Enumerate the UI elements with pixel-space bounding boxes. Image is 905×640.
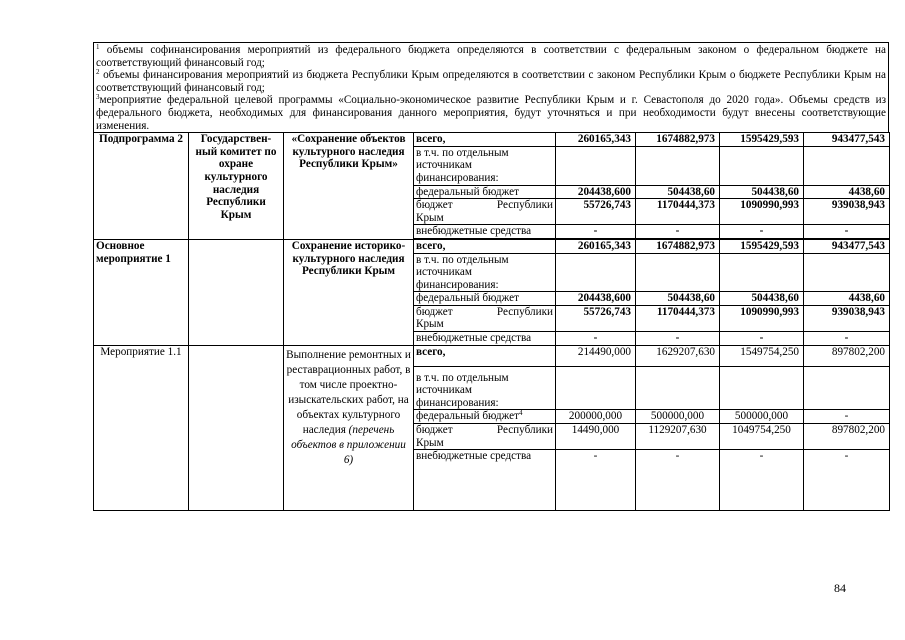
document-page	[93, 42, 889, 511]
value-cell: 504438,60	[636, 185, 720, 199]
table-row	[94, 345, 890, 366]
table-row	[94, 239, 890, 253]
table-row	[94, 133, 890, 147]
value-cell: 1674882,973	[636, 239, 720, 253]
page-number: 84	[834, 581, 846, 595]
value-cell: 260165,343	[556, 133, 636, 147]
value-cell: 500000,000	[720, 410, 804, 424]
source-label: в т.ч. по отдельным источникам финансирования:	[414, 366, 556, 410]
responsible-body	[189, 345, 284, 511]
value-cell: 55726,743	[556, 199, 636, 225]
value-cell: 1049754,250	[720, 424, 804, 450]
value-cell: -	[804, 332, 890, 346]
value-cell: -	[636, 225, 720, 239]
row-label: Основное мероприятие 1	[94, 239, 189, 345]
value-cell: 1595429,593	[720, 133, 804, 147]
footnotes	[93, 42, 889, 132]
source-label: внебюджетные средства	[414, 225, 556, 239]
footnote-2: $^2$ объемы финансирования мероприятий из бюджета Республики Крым определяются в соответствии с законом Республики Крым о бюджете Республики Крым на соответствующий финансовый год;	[96, 68, 887, 94]
source-label: всего,	[414, 239, 556, 253]
value-cell: -	[804, 410, 890, 424]
value-cell: 1629207,630	[636, 345, 720, 366]
value-cell: 897802,200	[804, 424, 890, 450]
value-cell: 260165,343	[556, 239, 636, 253]
value-cell: 55726,743	[556, 305, 636, 331]
value-cell: -	[804, 450, 890, 511]
value-cell: 1549754,250	[720, 345, 804, 366]
source-label: бюджет Республики Крым	[414, 199, 556, 225]
responsible-body	[189, 239, 284, 345]
value-cell: 200000,000	[556, 410, 636, 424]
value-cell: 1170444,373	[636, 305, 720, 331]
value-cell: -	[720, 225, 804, 239]
program-title: «Сохранение объектов культурного наследия Республики Крым»	[284, 133, 414, 240]
value-cell: 1090990,993	[720, 305, 804, 331]
value-cell: 504438,60	[720, 292, 804, 306]
value-cell: 4438,60	[804, 185, 890, 199]
footnote-1: $^1$ объемы софинансирования мероприятий из федерального бюджета определяются в соответствии с федеральным законом о федеральном бюджете на соответствующий финансовый год;	[96, 43, 887, 69]
source-label: в т.ч. по отдельным источникам финансирования:	[414, 146, 556, 185]
program-title: Выполнение ремонтных и реставрационных работ, в том числе проектно-изыскательских работ, на объектах культурного наследия (перечень объектов в приложении 6)	[284, 345, 414, 511]
source-label: бюджет Республики Крым	[414, 305, 556, 331]
value-cell: -	[720, 450, 804, 511]
source-label: внебюджетные средства	[414, 450, 556, 511]
value-cell: -	[636, 450, 720, 511]
value-cell: 504438,60	[636, 292, 720, 306]
value-cell: 504438,60	[720, 185, 804, 199]
source-label: бюджет Республики Крым	[414, 424, 556, 450]
value-cell: 897802,200	[804, 345, 890, 366]
source-label: федеральный бюджет$^4$	[414, 410, 556, 424]
source-label: всего,	[414, 133, 556, 147]
value-cell: 939038,943	[804, 199, 890, 225]
value-cell: -	[720, 332, 804, 346]
footnote-3: $^3$мероприятие федеральной целевой программы «Социально-экономическое развитие Республики Крым и г. Севастополя до 2020 года». Объемы средств из федерального бюджета, необходимых для финансирования данного мероприятия, будут уточняться и при необходимости будут внесены соответствующие изменения.	[96, 93, 886, 132]
value-cell: -	[556, 332, 636, 346]
source-label: внебюджетные средства	[414, 332, 556, 346]
responsible-body: Государствен-ный комитет по охране культурного наследия Республики Крым	[189, 133, 284, 240]
row-label: Подпрограмма 2	[94, 133, 189, 240]
value-cell: -	[556, 450, 636, 511]
program-title: Сохранение историко-культурного наследия Республики Крым	[284, 239, 414, 345]
value-cell: 1090990,993	[720, 199, 804, 225]
value-cell: 4438,60	[804, 292, 890, 306]
value-cell: 500000,000	[636, 410, 720, 424]
value-cell: 943477,543	[804, 133, 890, 147]
row-label: Мероприятие 1.1	[94, 345, 189, 511]
value-cell: 1674882,973	[636, 133, 720, 147]
source-label: федеральный бюджет	[414, 292, 556, 306]
value-cell: 1170444,373	[636, 199, 720, 225]
value-cell: 204438,600	[556, 292, 636, 306]
value-cell: 1129207,630	[636, 424, 720, 450]
source-label: в т.ч. по отдельным источникам финансирования:	[414, 253, 556, 292]
value-cell: 14490,000	[556, 424, 636, 450]
value-cell: 204438,600	[556, 185, 636, 199]
source-label: федеральный бюджет	[414, 185, 556, 199]
value-cell: -	[804, 225, 890, 239]
value-cell: -	[556, 225, 636, 239]
value-cell: 939038,943	[804, 305, 890, 331]
value-cell: 943477,543	[804, 239, 890, 253]
value-cell: 214490,000	[556, 345, 636, 366]
value-cell: 1595429,593	[720, 239, 804, 253]
financing-table	[93, 132, 890, 511]
value-cell: -	[636, 332, 720, 346]
source-label: всего,	[414, 345, 556, 366]
